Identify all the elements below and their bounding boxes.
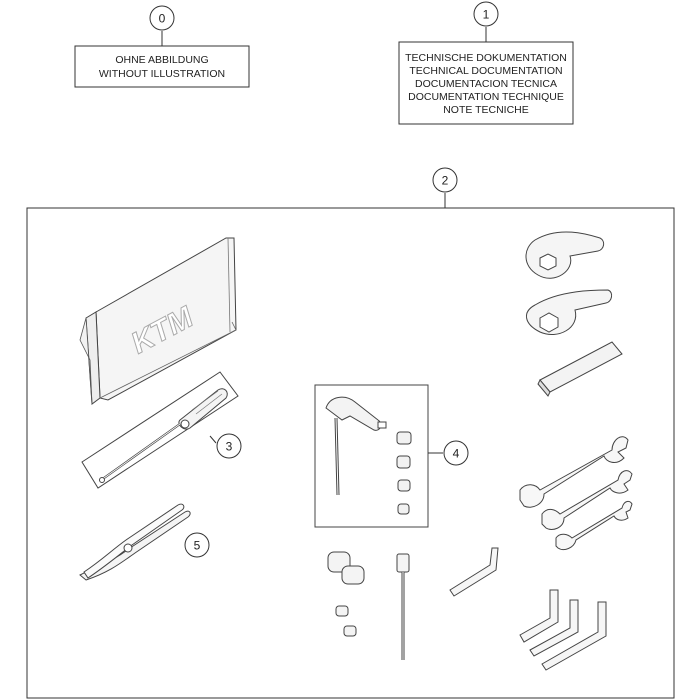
box1-line5: NOTE TECNICHE (443, 104, 529, 116)
box0-line1: OHNE ABBILDUNG (115, 54, 209, 66)
callout-2-number: 2 (441, 173, 449, 188)
hex-key-set (315, 385, 468, 527)
callout-5-number: 5 (193, 538, 201, 553)
ring-wrenches (526, 232, 622, 396)
box1-line1: TECHNISCHE DOKUMENTATION (405, 52, 567, 64)
callout-2 (433, 168, 457, 208)
pouch-logo: KTM (125, 300, 199, 361)
label-box-1 (399, 42, 573, 124)
callout-0-number: 0 (158, 11, 166, 26)
box1-line4: DOCUMENTATION TECHNIQUE (408, 91, 564, 103)
open-end-wrenches (520, 437, 632, 550)
label-box-0 (75, 46, 249, 87)
pliers (80, 504, 209, 580)
tool-pouch (80, 238, 236, 404)
box1-line3: DOCUMENTACION TECNICA (415, 78, 557, 90)
callout-4-number: 4 (452, 446, 460, 461)
hex-key-set-l (520, 590, 606, 670)
callout-0 (150, 6, 174, 46)
box0-line2: WITHOUT ILLUSTRATION (98, 68, 226, 80)
callout-1 (474, 2, 498, 42)
box1-line2: TECHNICAL DOCUMENTATION (409, 65, 563, 77)
callout-3-number: 3 (225, 439, 233, 454)
socket-tools (328, 548, 498, 660)
callout-1-number: 1 (482, 7, 490, 22)
